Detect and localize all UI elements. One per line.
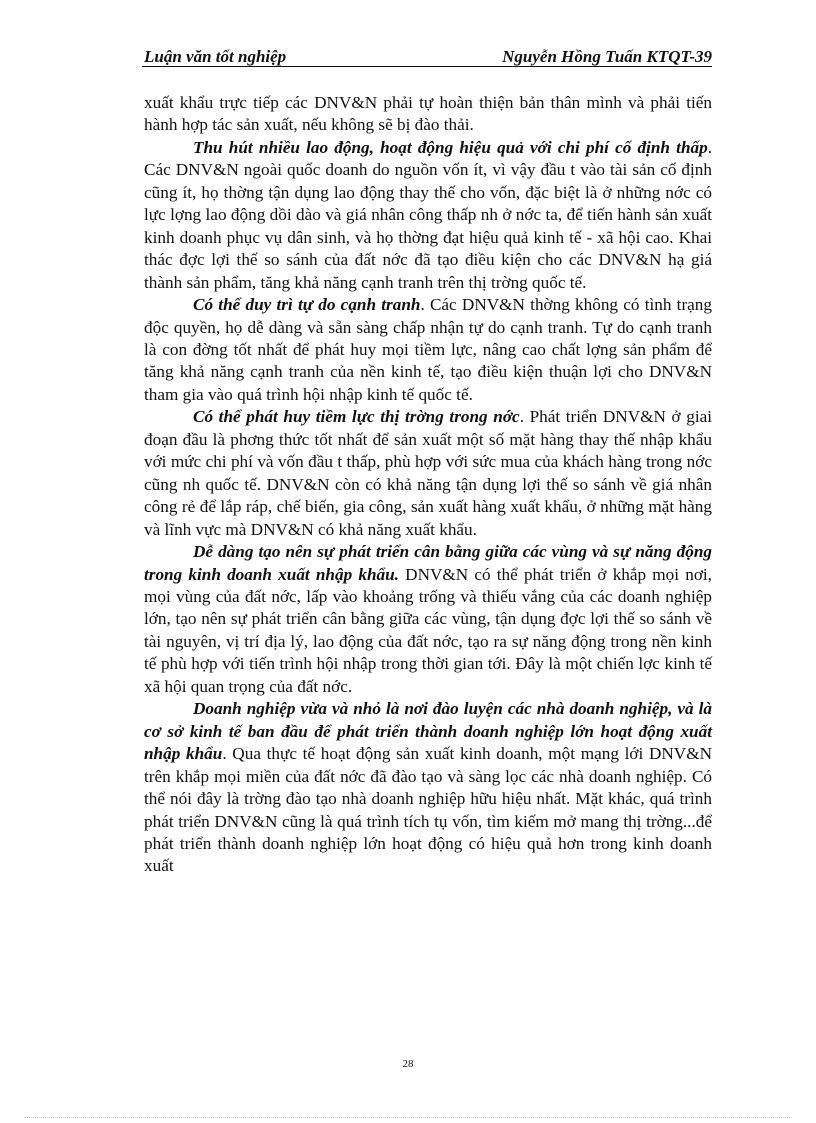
paragraph-competition <box>144 294 712 406</box>
page-number: 28 <box>402 1058 414 1070</box>
page-bottom-divider <box>24 1117 792 1118</box>
paragraph-regional-balance <box>144 541 712 698</box>
paragraph-heading: Dễ dàng tạo nên sự phát triển cân bằng giữa các vùng và sự năng động trong kinh doanh xuất nhập khẩu. <box>144 542 712 584</box>
paragraph-text: xuất khẩu trực tiếp các DNV&N phải tự hoàn thiện bản thân mình và phải tiến hành hợp tác sản xuất, nếu không sẽ bị đào thải. <box>144 93 712 135</box>
paragraph-heading: Doanh nghiệp vừa và nhỏ là nơi đào luyện các nhà doanh nghiệp, và là cơ sở kinh tế ban đầu để phát triển thành doanh nghiệp lớn hoạt động xuất nhập khẩu <box>144 699 712 764</box>
header-author: Nguyễn Hồng Tuấn KTQT-39 <box>502 47 712 66</box>
paragraph-continuation <box>144 92 712 137</box>
paragraph-text: . Qua thực tế hoạt động sản xuất kinh doanh, một mạng lới DNV&N trên khắp mọi miền của đất nớc đã đào tạo và sàng lọc các nhà doanh nghiệp. Có thể nói đây là trờng đào tạo nhà doanh nghiệp hữu hiệu nhất. Mặt khác, quá trình phát triển DNV&N cũng là quá trình tích tụ vốn, tìm kiếm mở mang thị trờng...để phát triển thành doanh nghiệp lớn hoạt động có hiệu quả hơn trong kinh doanh xuất <box>144 744 712 876</box>
header-thesis-title: Luận văn tốt nghiệp <box>144 47 287 66</box>
document-body <box>144 92 712 878</box>
paragraph-text: DNV&N có thể phát triển ở khắp mọi nơi, mọi vùng của đất nớc, lấp vào khoảng trống và thiếu vắng của các doanh nghiệp lớn, tạo nên sự phát triển cân bằng giữa các vùng, tận dụng đợc lợi thế so sánh về tài nguyên, vị trí địa lý, lao động của đất nớc, tạo ra sự năng động trong nền kinh tế phù hợp với tiến trình hội nhập trong thời gian tới. Đây là một chiến lợc kinh tế xã hội quan trọng của đất nớc. <box>144 564 712 696</box>
paragraph-labor <box>144 137 712 294</box>
paragraph-heading: Thu hút nhiều lao động, hoạt động hiệu quả với chi phí cố định thấp <box>193 137 708 157</box>
paragraph-text: . Các DNV&N thờng không có tình trạng độc quyền, họ dễ dàng và sẵn sàng chấp nhận tự do cạnh tranh. Tự do cạnh tranh là con đờng tốt nhất để phát huy mọi tiềm lực, nâng cao chất lợng sản phẩm để tăng khả năng cạnh tranh của nền kinh tế, tạo điều kiện thuận lợi cho DNV&N tham gia vào quá trình hội nhập kinh tế quốc tế. <box>144 295 712 404</box>
paragraph-heading: Có thể phát huy tiềm lực thị trờng trong nớc <box>193 407 520 427</box>
paragraph-domestic-market <box>144 406 712 541</box>
paragraph-text: . Các DNV&N ngoài quốc doanh do nguồn vốn ít, vì vậy đầu t vào tài sản cố định cũng ít, họ thờng tận dụng lao động thay thế cho vốn, đặc biệt là ở những nớc có lực lợng lao động dồi dào và giá nhân công thấp nh ở nớc ta, để tiến hành sản xuất kinh doanh phục vụ dân sinh, và họ thờng đạt hiệu quả kinh tế - xã hội cao. Khai thác đợc lợi thế so sánh của đất nớc đã tạo điều kiện cho các DNV&N hạ giá thành sản phẩm, tăng khả năng cạnh tranh trên thị trờng quốc tế. <box>144 137 712 292</box>
paragraph-heading: Có thể duy trì tự do cạnh tranh <box>193 295 421 315</box>
paragraph-text: . Phát triển DNV&N ở giai đoạn đầu là phơng thức tốt nhất để sản xuất một số mặt hàng thay thế nhập khẩu với mức chi phí và vốn đầu t thấp, phù hợp với sức mua của khách hàng trong nớc cũng nh quốc tế. DNV&N còn có khả năng tận dụng lợi thế so sánh về giá nhân công rẻ để lắp ráp, chế biến, gia công, sản xuất hàng xuất khẩu, ở những mặt hàng và lĩnh vực mà DNV&N có khả năng xuất khẩu. <box>144 407 713 539</box>
page-header <box>142 47 712 67</box>
paragraph-entrepreneurs <box>144 698 712 878</box>
